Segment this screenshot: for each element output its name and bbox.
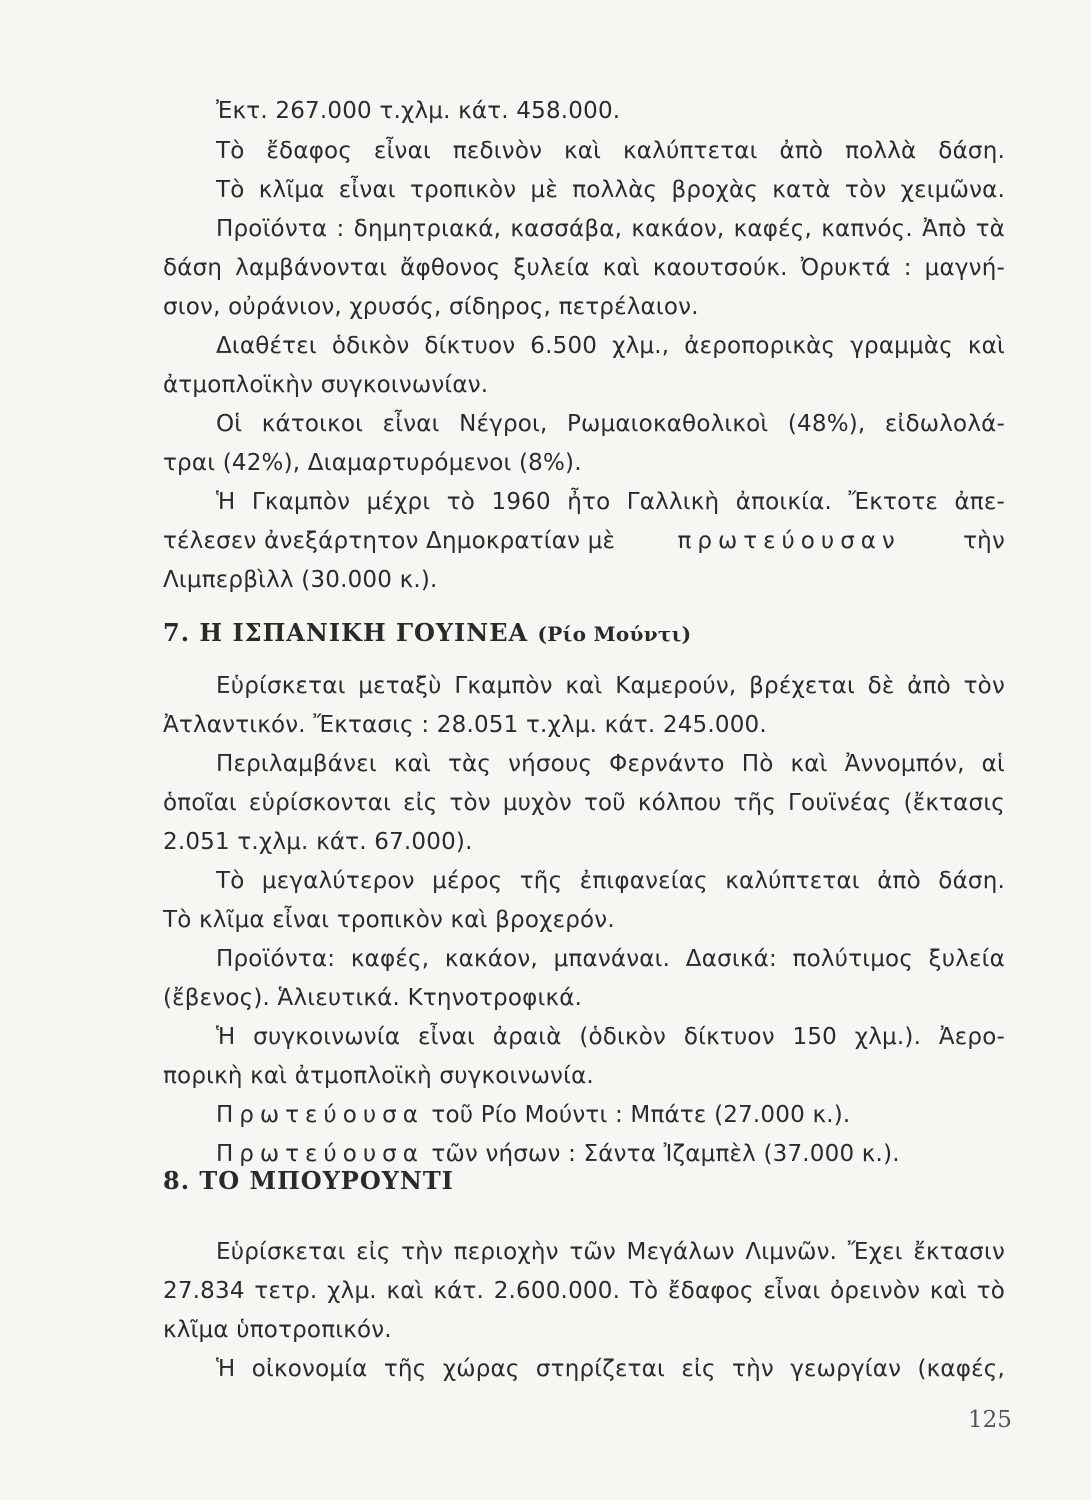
text-line: ὁποῖαι εὑρίσκονται εἰς τὸν μυχὸν τοῦ κόλπου τῆς Γουϊνέας (ἔκτασις xyxy=(163,790,1005,816)
text-line: Ἡ οἰκονομία τῆς χώρας στηρίζεται εἰς τὴν γεωργίαν (καφές, xyxy=(216,1356,1005,1382)
text-line: Εὑρίσκεται εἰς τὴν περιοχὴν τῶν Μεγάλων Λιμνῶν. Ἔχει ἔκτασιν xyxy=(216,1239,1005,1265)
text-fragment: τῶν νήσων : Σάντα Ἰζαμπὲλ (37.000 κ.). xyxy=(431,1141,900,1167)
text-line: Τὸ ἔδαφος εἶναι πεδινὸν καὶ καλύπτεται ἀπὸ πολλὰ δάση. xyxy=(216,138,1005,164)
text-line: 27.834 τετρ. χλμ. καὶ κάτ. 2.600.000. Τὸ ἔδαφος εἶναι ὀρεινὸν καὶ τὸ xyxy=(163,1278,1005,1304)
text-line: Εὑρίσκεται μεταξὺ Γκαμπὸν καὶ Καμερούν, βρέχεται δὲ ἀπὸ τὸν xyxy=(216,673,1005,699)
heading-title: 7. Η ΙΣΠΑΝΙΚΗ ΓΟΥΙΝΕΑ xyxy=(163,618,529,647)
heading-subtitle: (Ρίο Μούντι) xyxy=(537,622,692,646)
text-line: Τὸ κλῖμα εἶναι τροπικὸν μὲ πολλὰς βροχὰς κατὰ τὸν χειμῶνα. xyxy=(216,177,1005,203)
spaced-emphasis: πρωτεύουσαν xyxy=(677,528,901,554)
text-line: Λιμπερβὶλλ (30.000 κ.). xyxy=(163,567,438,593)
text-line: Τὸ κλῖμα εἶναι τροπικὸν καὶ βροχερόν. xyxy=(163,907,615,933)
text-line: (ἔβενος). Ἁλιευτικά. Κτηνοτροφικά. xyxy=(163,985,583,1011)
text-line: πορικὴ καὶ ἀτμοπλοϊκὴ συγκοινωνία. xyxy=(163,1063,594,1089)
text-line: Προϊόντα: καφές, κακάον, μπανάναι. Δασικά: πολύτιμος ξυλεία xyxy=(216,946,1005,972)
heading-title: 8. ΤΟ ΜΠΟΥΡΟΥΝΤΙ xyxy=(163,1166,454,1195)
text-line: δάση λαμβάνονται ἄφθονος ξυλεία καὶ καουτσούκ. Ὀρυκτά : μαγνή- xyxy=(163,255,1005,281)
text-line: Τὸ μεγαλύτερον μέρος τῆς ἐπιφανείας καλύπτεται ἀπὸ δάση. xyxy=(216,868,1005,894)
text-line: ἀτμοπλοϊκὴν συγκοινωνίαν. xyxy=(163,372,489,398)
text-line: σιον, οὐράνιον, χρυσός, σίδηρος, πετρέλαιον. xyxy=(163,294,699,320)
text-fragment: τέλεσεν ἀνεξάρτητον Δημοκρατίαν μὲ xyxy=(163,528,616,554)
text-line: κλῖμα ὑποτροπικόν. xyxy=(163,1317,392,1343)
spaced-emphasis: Πρωτεύουσα xyxy=(216,1141,424,1167)
section-heading-8 xyxy=(163,1165,454,1197)
text-fragment: τοῦ Ρίο Μούντι : Μπάτε (27.000 κ.). xyxy=(431,1102,851,1128)
text-line xyxy=(216,1099,1005,1131)
text-line xyxy=(163,525,1005,557)
text-line: Ἡ συγκοινωνία εἶναι ἀραιὰ (ὁδικὸν δίκτυον 150 χλμ.). Ἀερο- xyxy=(216,1024,1005,1050)
page-number: 125 xyxy=(968,1407,1012,1433)
text-line: Ἐκτ. 267.000 τ.χλμ. κάτ. 458.000. xyxy=(216,98,621,124)
text-line: 2.051 τ.χλμ. κάτ. 67.000). xyxy=(163,829,473,855)
section-heading-7 xyxy=(163,617,691,650)
text-fragment: τὴν xyxy=(963,528,1005,554)
text-line: Διαθέτει ὁδικὸν δίκτυον 6.500 χλμ., ἀεροπορικὰς γραμμὰς καὶ xyxy=(216,333,1005,359)
spaced-emphasis: Πρωτεύουσα xyxy=(216,1102,424,1128)
text-line: Ἡ Γκαμπὸν μέχρι τὸ 1960 ἦτο Γαλλικὴ ἀποικία. Ἔκτοτε ἀπε- xyxy=(216,489,1005,515)
text-line: Περιλαμβάνει καὶ τὰς νήσους Φερνάντο Πὸ καὶ Ἀννομπόν, αἱ xyxy=(216,751,1005,777)
text-line: Ἀτλαντικόν. Ἔκτασις : 28.051 τ.χλμ. κάτ. 245.000. xyxy=(163,712,767,738)
text-line: Οἱ κάτοικοι εἶναι Νέγροι, Ρωμαιοκαθολικοὶ (48%), εἰδωλολά- xyxy=(216,411,1005,437)
text-line: τραι (42%), Διαμαρτυρόμενοι (8%). xyxy=(163,450,582,476)
text-line: Προϊόντα : δημητριακά, κασσάβα, κακάον, καφές, καπνός. Ἀπὸ τὰ xyxy=(216,216,1005,242)
